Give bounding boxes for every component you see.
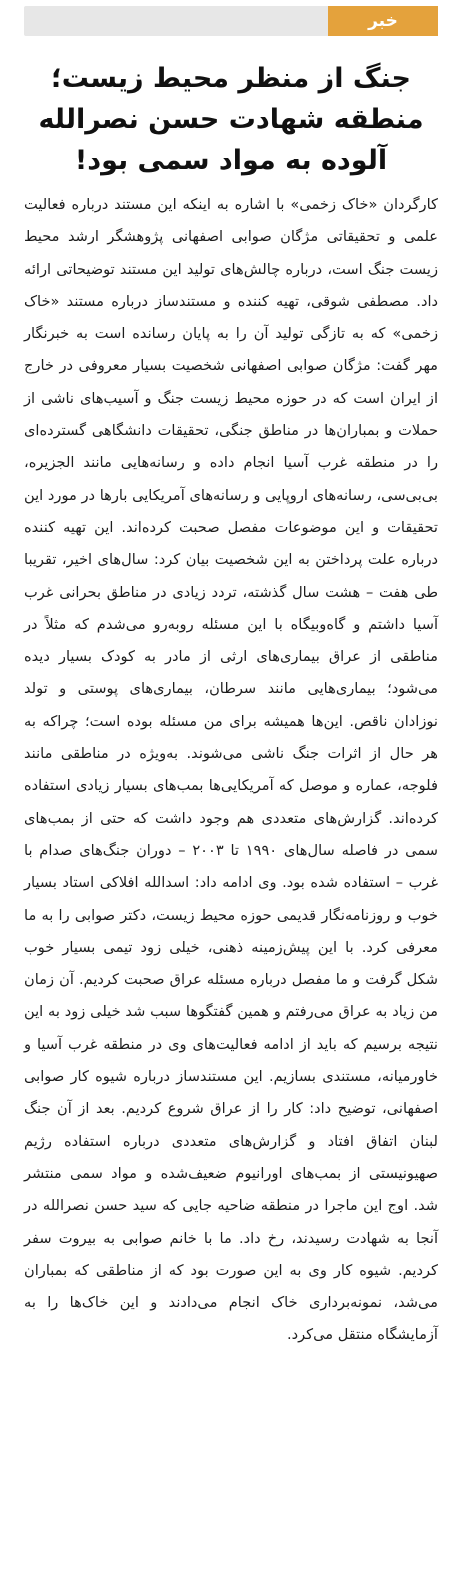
- article-paragraph: کارگردان «خاک زخمی» با اشاره به اینکه این مستند درباره فعالیت علمی و تحقیقاتی مژگان صوابی اصفهانی پژوهشگر ارشد محیط زیست جنگ است، درباره چالش‌های تولید این مستند توضیحاتی ارائه داد. مصطفی شوقی، تهیه کننده و مستندساز درباره مستند «خاک زخمی» که به تازگی تولید آن را به پایان رسانده است به خبرنگار مهر گفت: مژگان صوابی اصفهانی شخصیت بسیار معروفی در خارج از ایران است که در حوزه محیط زیست جنگ و آسیب‌های ناشی از حملات و بمباران‌ها در مناطق جنگی، تحقیقات دانشگاهی گسترده‌ای را در منطقه غرب آسیا انجام داده و رسانه‌هایی مانند الجزیره، بی‌بی‌سی، رسانه‌های اروپایی و رسانه‌های آمریکایی بارها در مورد این تحقیقات و این موضوعات مفصل صحبت کرده‌اند. این تهیه کننده درباره علت پرداختن به این شخصیت بیان کرد: سال‌های اخیر، تقریبا طی هفت – هشت سال گذشته، تردد زیادی در مناطق بحرانی غرب آسیا داشتم و گاه‌وبیگاه با این مسئله روبه‌رو می‌شدم که مثلاً در مناطقی از عراق بیماری‌های ارثی از مادر به کودک بسیار دیده می‌شود؛ بیماری‌هایی مانند سرطان، بیماری‌های پوستی و تولد نوزادان ناقص. این‌ها همیشه برای من مسئله بوده است؛ چراکه به هر حال از اثرات جنگ ناشی می‌شوند. به‌ویژه در مناطقی مانند فلوجه، عماره و موصل که آمریکایی‌ها بمب‌های بسیار زیادی استفاده کرده‌اند. گزارش‌های متعددی هم وجود داشت که حتی از بمب‌های سمی در فاصله سال‌های ۱۹۹۰ تا ۲۰۰۳ – دوران جنگ‌های صدام با غرب – استفاده شده بود. وی ادامه داد: اسدالله افلاکی استاد بسیار خوب و روزنامه‌نگار قدیمی حوزه محیط زیست، دکتر صوابی را به ما معرفی کرد. با این پیش‌زمینه ذهنی، خیلی زود تیمی بسیار خوب شکل گرفت و ما مفصل درباره مسئله عراق صحبت کردیم. آن زمان من زیاد به عراق می‌رفتم و همین گفتگوها سبب شد خیلی زود به این نتیجه برسیم که باید از ادامه فعالیت‌های وی در منطقه غرب آسیا و خاورمیانه، مستندی بسازیم. این مستندساز درباره شیوه کار صوابی اصفهانی، توضیح داد: کار را از عراق شروع کردیم. بعد از آن جنگ لبنان اتفاق افتاد و گزارش‌های متعددی درباره استفاده رژیم صهیونیستی از بمب‌های اورانیوم ضعیف‌شده و مواد سمی منتشر شد. اوج این ماجرا در منطقه ضاحیه جایی که سید حسن نصرالله در آنجا به شهادت رسیدند، رخ داد. ما با خانم صوابی به بیروت سفر کردیم. شیوه کار وی به این صورت بود که از مناطقی که بمباران می‌شد، نمونه‌برداری خاک انجام می‌دادند و این خاک‌ها را به آزمایشگاه منتقل می‌کرد.: [24, 196, 438, 1344]
- section-tag: خبر: [328, 6, 438, 36]
- headline: جنگ از منظر محیط زیست؛ منطقه شهادت حسن نصرالله آلوده به مواد سمی بود!: [38, 63, 424, 176]
- section-header-bar: [24, 6, 438, 36]
- article-body: [24, 189, 438, 1352]
